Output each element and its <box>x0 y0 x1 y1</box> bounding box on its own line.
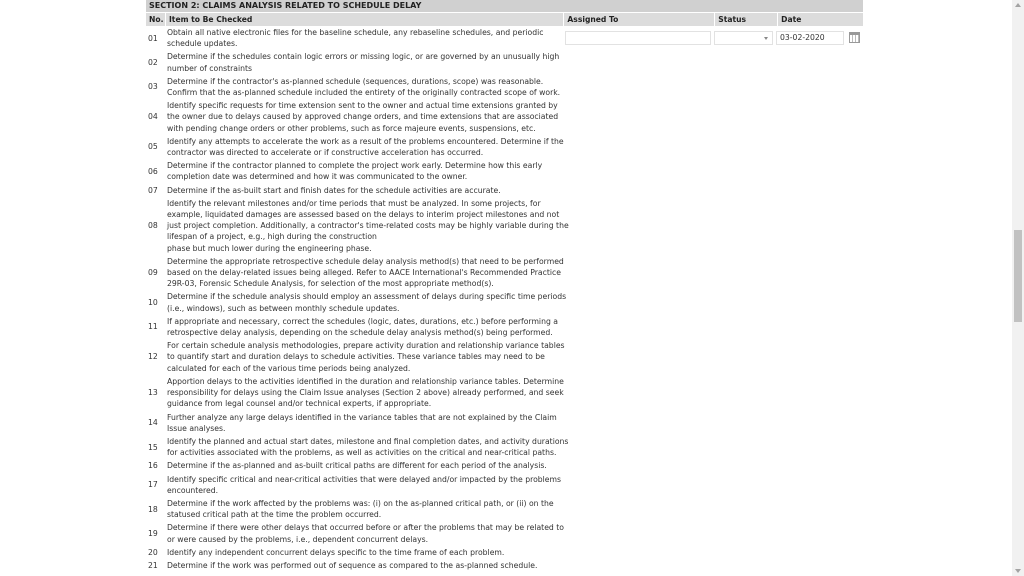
item-text-line: If appropriate and necessary, correct the schedules (logic, dates, durations, etc.) before performing a <box>167 316 558 326</box>
item-text-line: schedule updates. <box>167 39 238 49</box>
scroll-down-icon[interactable] <box>1015 569 1021 573</box>
item-text-line: with pending change orders or other problems, such as force majeure events, suspensions, etc. <box>167 123 536 133</box>
item-text-line: the owner due to delays caused by approved change orders, and time extensions that are associated <box>167 112 559 122</box>
table-row <box>146 26 863 50</box>
item-number: 21 <box>148 560 158 570</box>
item-text-line: for activities associated with the problems, as well as activities on the critical and near-critical paths. <box>167 448 557 458</box>
item-number: 06 <box>148 166 158 176</box>
item-number: 10 <box>148 298 158 308</box>
item-text-line: Identify any independent concurrent delays specific to the time frame of each problem. <box>167 547 505 557</box>
item-number: 13 <box>148 388 158 398</box>
item-number: 09 <box>148 268 158 278</box>
table-row <box>146 497 863 521</box>
item-text <box>165 185 563 196</box>
item-number: 14 <box>148 418 158 428</box>
item-text <box>165 436 569 458</box>
table-row <box>146 99 863 135</box>
item-text-line: Determine if the work was performed out of sequence as compared to the as-planned schedule. <box>167 560 538 570</box>
table-header <box>146 13 863 26</box>
table-row <box>146 375 863 411</box>
item-text <box>165 522 563 544</box>
date-input[interactable]: 03-02-2020 <box>776 31 844 45</box>
item-text-line: retrospective delay analysis, depending on the schedule delay analysis method(s) being performed. <box>167 328 553 338</box>
item-text-line: statused critical path at the time the problem occurred. <box>167 510 382 520</box>
item-number: 05 <box>148 142 158 152</box>
item-text <box>165 412 563 434</box>
item-text <box>165 160 563 182</box>
item-number: 19 <box>148 528 158 538</box>
item-text <box>165 560 563 571</box>
column-header-item: Item to Be Checked <box>166 13 563 26</box>
item-text-line: number of constraints <box>167 63 253 73</box>
item-text <box>165 474 563 496</box>
item-text-line: Further analyze any large delays identified in the variance tables that are not explained by the Claim <box>167 412 557 422</box>
column-header-date: Date <box>778 13 863 26</box>
table-row <box>146 75 863 99</box>
table-row <box>146 559 863 572</box>
item-text-line: phase but much lower during the engineering phase. <box>167 243 372 253</box>
item-text <box>165 291 567 313</box>
item-text-line: Obtain all native electronic files for the baseline schedule, any rebaseline schedules, and periodic <box>167 28 544 37</box>
scrollbar-thumb[interactable] <box>1014 230 1022 322</box>
item-text-line: just project completion. Additionally, a contractor's time-related costs may be highly variable during the <box>167 221 569 231</box>
table-row <box>146 197 863 255</box>
item-text-line: completion date was determined and how it was communicated to the owner. <box>167 172 468 182</box>
table-row <box>146 339 863 375</box>
item-number: 02 <box>148 58 158 67</box>
item-text-line: lifespan of a project, e.g., high during the construction <box>167 232 377 242</box>
item-number: 15 <box>148 442 158 452</box>
checklist-table <box>146 0 863 572</box>
item-text-line: Determine if the as-built start and finish dates for the schedule activities are accurate. <box>167 185 501 195</box>
column-header-no: No. <box>146 13 165 26</box>
item-text <box>165 498 563 520</box>
item-text-line: Identify specific critical and near-critical activities that were delayed and/or impacted by the problems <box>167 474 562 484</box>
item-number: 03 <box>148 82 158 92</box>
item-number: 16 <box>148 461 158 471</box>
chevron-down-icon <box>764 37 768 40</box>
item-text <box>165 136 563 158</box>
item-text-line: Determine if the work affected by the problems was: (i) on the as-planned critical path, or (ii) on the <box>167 498 554 508</box>
item-text-line: responsibility for delays using the Claim Issue analyses (Section 2 above) already performed, and seek <box>167 388 564 398</box>
item-text <box>165 27 563 49</box>
item-text-line: example, liquidated damages are assessed based on the delays to interim project milestones and not <box>167 210 560 220</box>
status-select[interactable] <box>714 31 773 45</box>
item-text <box>165 316 563 338</box>
item-number: 11 <box>148 322 158 332</box>
item-text <box>165 51 563 73</box>
item-text <box>165 340 563 374</box>
table-row <box>146 459 863 472</box>
item-number: 17 <box>148 480 158 490</box>
table-row <box>146 315 863 339</box>
item-text-line: For certain schedule analysis methodologies, prepare activity duration and relationship variance tables <box>167 341 565 351</box>
item-text-line: Determine if the schedules contain logic errors or missing logic, or are governed by an unusually high <box>167 52 560 62</box>
item-text-line: 29R-03, Forensic Schedule Analysis, for selection of the most appropriate method(s). <box>167 279 494 289</box>
item-text-line: Determine if the schedule analysis should employ an assessment of delays during specific time periods <box>167 292 567 302</box>
item-text-line: contractor was directed to accelerate or if constructive acceleration has occurred. <box>167 148 484 158</box>
item-text-line: Apportion delays to the activities identified in the duration and relationship variance tables. Determine <box>167 376 564 386</box>
item-number: 12 <box>148 352 158 362</box>
item-text <box>165 460 563 471</box>
item-text-line: guidance from legal counsel and/or technical experts, if appropriate. <box>167 399 432 409</box>
table-row <box>146 521 863 545</box>
table-row <box>146 473 863 497</box>
table-row <box>146 50 863 74</box>
item-text-line: Identify any attempts to accelerate the work as a result of the problems encountered. Determine if the <box>167 136 564 146</box>
table-body <box>146 26 863 572</box>
item-text-line: Issue analyses. <box>167 423 226 433</box>
item-text-line: encountered. <box>167 485 219 495</box>
item-number: 01 <box>148 33 158 43</box>
table-row <box>146 159 863 183</box>
item-number: 07 <box>148 185 158 195</box>
item-text-line: or were caused by the problems, i.e., dependent concurrent delays. <box>167 534 429 544</box>
item-text <box>165 100 563 134</box>
item-text-line: Identify the planned and actual start dates, milestone and final completion dates, and activity durations <box>167 436 569 446</box>
table-row <box>146 184 863 197</box>
table-row <box>146 135 863 159</box>
table-row <box>146 546 863 559</box>
item-text-line: calculated for each of the various time periods being analyzed. <box>167 363 411 373</box>
calendar-icon[interactable] <box>849 32 860 43</box>
section-title: SECTION 2: CLAIMS ANALYSIS RELATED TO SCHEDULE DELAY <box>146 0 863 12</box>
item-text <box>165 547 563 558</box>
table-row <box>146 411 863 435</box>
table-row <box>146 290 863 314</box>
item-number: 20 <box>148 547 158 557</box>
item-text <box>165 376 563 410</box>
table-row <box>146 255 863 291</box>
item-text-line: Determine if there were other delays that occurred before or after the problems that may be related to <box>167 523 564 533</box>
item-text-line: Determine if the contractor's as-planned schedule (sequences, durations, scope) was reasonable. <box>167 76 544 86</box>
column-header-status: Status <box>715 13 777 26</box>
item-text-line: Identify the relevant milestones and/or time periods that must be analyzed. In some projects, for <box>167 198 541 208</box>
item-text <box>165 256 563 290</box>
vertical-scrollbar[interactable] <box>1012 0 1024 576</box>
scroll-up-icon[interactable] <box>1015 3 1021 7</box>
table-row <box>146 435 863 459</box>
item-text-line: Identify specific requests for time extension sent to the owner and actual time extensions granted by <box>167 101 558 111</box>
item-text-line: to quantify start and duration delays to schedule activities. These variance tables may need to be <box>167 352 545 362</box>
item-text-line: Determine if the contractor planned to complete the project work early. Determine how this early <box>167 161 543 171</box>
item-text <box>165 198 569 254</box>
item-text-line: Determine the appropriate retrospective schedule delay analysis method(s) that need to be performed <box>167 256 564 266</box>
assigned-to-input[interactable] <box>565 31 711 45</box>
item-number: 08 <box>148 221 158 231</box>
item-number: 04 <box>148 112 158 122</box>
item-text-line: based on the delay-related issues being alleged. Refer to AACE International's Recommended Practice <box>167 268 561 278</box>
item-text-line: (i.e., windows), such as between monthly schedule updates. <box>167 303 400 313</box>
item-text-line: Confirm that the as-planned schedule included the entirety of the originally contracted scope of work. <box>167 88 561 98</box>
item-text <box>165 76 563 98</box>
column-header-assigned: Assigned To <box>564 13 714 26</box>
item-text-line: Determine if the as-planned and as-built critical paths are different for each period of the analysis. <box>167 461 547 471</box>
item-number: 18 <box>148 504 158 514</box>
